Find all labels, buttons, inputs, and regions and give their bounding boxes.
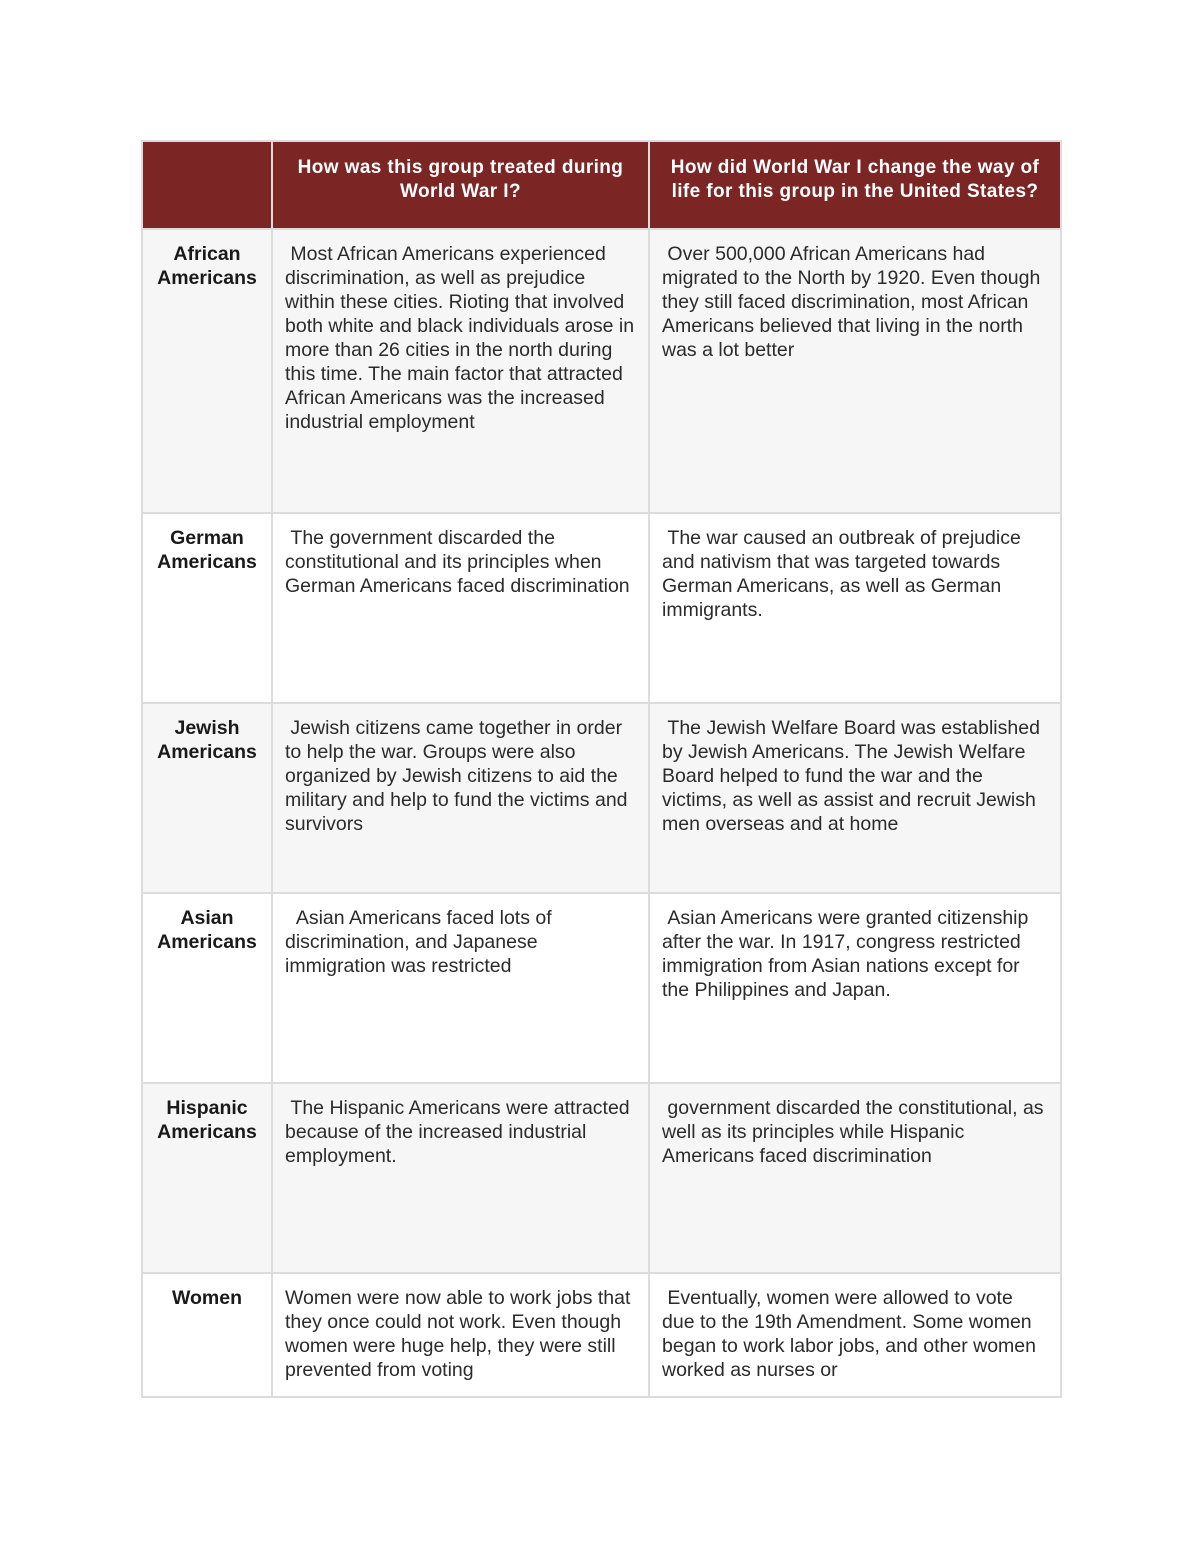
row-change-cell: Over 500,000 African Americans had migrated to the North by 1920. Even though they still faced discrimination, most African Americans believed that living in the north was a lot better bbox=[649, 229, 1061, 513]
table-row bbox=[142, 703, 1061, 893]
row-treatment-cell: Women were now able to work jobs that they once could not work. Even though women were huge help, they were still prevented from voting bbox=[272, 1273, 649, 1397]
row-group-name: Asian Americans bbox=[142, 893, 272, 1083]
header-group-label bbox=[153, 156, 261, 228]
row-treatment-cell: The government discarded the constitutional and its principles when German Americans faced discrimination bbox=[272, 513, 649, 703]
row-change-cell: Asian Americans were granted citizenship after the war. In 1917, congress restricted immigration from Asian nations except for the Philippines and Japan. bbox=[649, 893, 1061, 1083]
row-group-name: German Americans bbox=[142, 513, 272, 703]
row-treatment-cell: Jewish citizens came together in order to help the war. Groups were also organized by Jewish citizens to aid the military and help to fund the victims and survivors bbox=[272, 703, 649, 893]
row-change-cell: government discarded the constitutional, as well as its principles while Hispanic Americans faced discrimination bbox=[649, 1083, 1061, 1273]
row-treatment-cell: Most African Americans experienced discrimination, as well as prejudice within these cities. Rioting that involved both white and black individuals arose in more than 26 cities in the north during this time. The main factor that attracted African Americans was the increased industrial employment bbox=[272, 229, 649, 513]
header-cell-change bbox=[649, 141, 1061, 229]
row-change-cell: Eventually, women were allowed to vote due to the 19th Amendment. Some women began to work labor jobs, and other women worked as nurses or bbox=[649, 1273, 1061, 1397]
table-row bbox=[142, 513, 1061, 703]
comparison-table bbox=[141, 140, 1062, 1398]
table-row bbox=[142, 1273, 1061, 1397]
table-row bbox=[142, 229, 1061, 513]
header-cell-treatment bbox=[272, 141, 649, 229]
row-change-cell: The war caused an outbreak of prejudice and nativism that was targeted towards German Americans, as well as German immigrants. bbox=[649, 513, 1061, 703]
header-treatment-label: How was this group treated during World War I? bbox=[297, 157, 624, 202]
table-row bbox=[142, 893, 1061, 1083]
header-change-label: How did World War I change the way of life for this group in the United States? bbox=[670, 157, 1040, 202]
row-treatment-cell: The Hispanic Americans were attracted because of the increased industrial employment. bbox=[272, 1083, 649, 1273]
row-group-name: Women bbox=[142, 1273, 272, 1397]
row-change-cell: The Jewish Welfare Board was established by Jewish Americans. The Jewish Welfare Board helped to fund the war and the victims, as well as assist and recruit Jewish men overseas and at home bbox=[649, 703, 1061, 893]
header-cell-group bbox=[142, 141, 272, 229]
table-row bbox=[142, 1083, 1061, 1273]
row-group-name: African Americans bbox=[142, 229, 272, 513]
row-group-name: Jewish Americans bbox=[142, 703, 272, 893]
row-treatment-cell: Asian Americans faced lots of discrimination, and Japanese immigration was restricted bbox=[272, 893, 649, 1083]
row-group-name: Hispanic Americans bbox=[142, 1083, 272, 1273]
header-row bbox=[142, 141, 1061, 229]
